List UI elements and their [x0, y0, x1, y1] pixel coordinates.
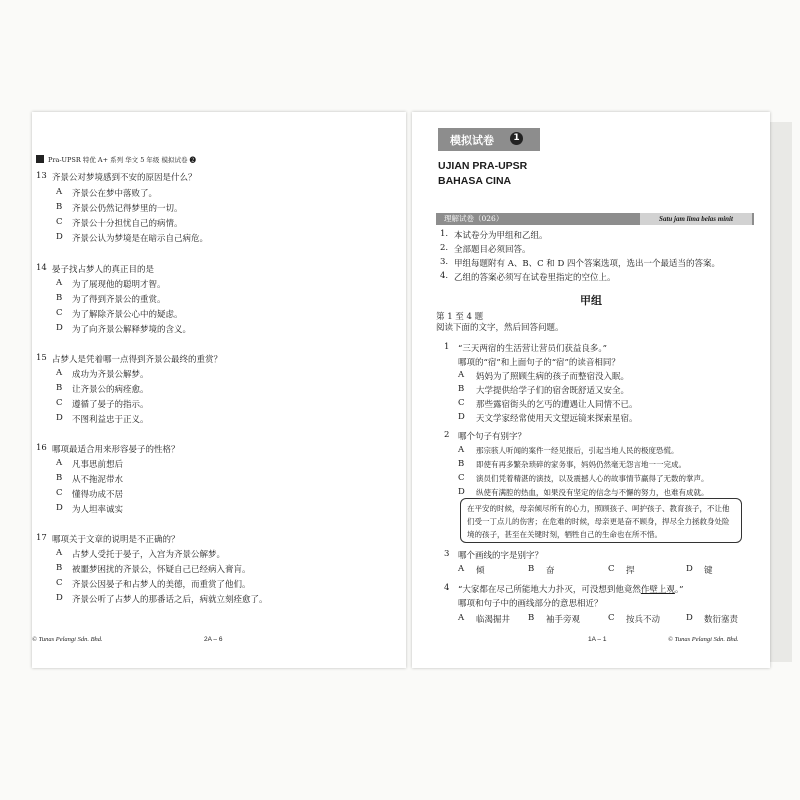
instruction-number: 3.: [440, 257, 449, 267]
next-page-edge: [770, 122, 792, 662]
option-text: 齐景公认为梦境是在暗示自己病危。: [72, 234, 209, 244]
option-text: 齐景公听了占梦人的那番话之后，病就立刻痊愈了。: [72, 595, 268, 605]
option-text: 那些露宿街头的乞丐的遭遇让人同情不已。: [476, 400, 638, 410]
option-letter: C: [56, 308, 63, 318]
option-letter: C: [458, 398, 465, 408]
option-letter: D: [56, 413, 63, 423]
passage-line: 在平安的时候，母亲倾尽所有的心力，照顾孩子、呵护孩子、教育孩子，不让他: [467, 504, 730, 513]
option-text: 遵循了晏子的指示。: [72, 400, 149, 410]
option-letter: C: [56, 488, 63, 498]
option-text: 大学提供给学子们的宿舍既舒适又安全。: [476, 386, 630, 396]
option-text: 齐景公十分担忧自己的病情。: [72, 219, 183, 229]
option-letter: A: [458, 613, 465, 623]
question-stem: 哪项的“宿”和上面句子的“宿”的读音相同？: [458, 358, 620, 368]
question-stem: 哪项关于文章的说明是不正确的？: [52, 535, 180, 545]
option-text: 凡事思前想后: [72, 460, 124, 470]
question-stem: 占梦人是凭着哪一点得到齐景公最终的重赏？: [52, 355, 223, 365]
underlined-phrase: 作壁上观: [640, 585, 675, 595]
option-text: 妈妈为了照顾生病的孩子而整宿没入眠。: [476, 372, 630, 382]
left-page: [32, 112, 406, 668]
option-text: 键: [704, 566, 713, 576]
option-letter: C: [458, 473, 465, 483]
option-text: 为人坦率诚实: [72, 505, 124, 515]
option-text: 按兵不动: [626, 615, 661, 625]
option-letter: D: [56, 593, 63, 603]
passage-box: [460, 498, 742, 543]
option-text: 数衍塞责: [704, 615, 739, 625]
option-text: 临渴掘井: [476, 615, 511, 625]
question-stem: 哪个句子有别字？: [458, 432, 527, 442]
option-letter: B: [528, 564, 535, 574]
option-letter: D: [56, 323, 63, 333]
option-text: 齐景公因晏子和占梦人的美德，而重赏了他们。: [72, 580, 251, 590]
question-range: 第 1 至 4 题: [436, 312, 484, 322]
page-number: 2A – 6: [204, 636, 223, 643]
question-number: 4: [444, 583, 450, 593]
option-letter: C: [608, 564, 615, 574]
option-letter: A: [56, 458, 63, 468]
section-bar: [436, 213, 754, 225]
instruction-text: 甲组每题附有 A、B、C 和 D 四个答案选项，选出一个最适当的答案。: [454, 259, 721, 269]
option-letter: D: [686, 613, 693, 623]
question-stem: 哪项和句子中的画线部分的意思相近？: [458, 599, 603, 609]
question-number: 2: [444, 430, 450, 440]
section-label: 理解试卷（026）: [444, 214, 504, 223]
option-text: 成功为齐景公解梦。: [72, 370, 149, 380]
option-text: 天文学家经常使用天文望远镜来探索星宿。: [476, 414, 638, 424]
instruction-text: 本试卷分为甲组和乙组。: [454, 231, 548, 241]
instruction-text: 乙组的答案必须写在试卷里指定的空位上。: [454, 273, 616, 283]
option-text: 被噩梦困扰的齐景公，怀疑自己已经病入膏肓。: [72, 565, 251, 575]
instruction-number: 2.: [440, 243, 449, 253]
question-stem: 哪个画线的字是别字？: [458, 551, 544, 561]
option-letter: B: [56, 202, 63, 212]
option-text: 为了展现他的聪明才智。: [72, 280, 166, 290]
right-page: [412, 112, 770, 668]
option-text: 即使有再多繁杂琐碎的家务事，妈妈仍然毫无怨言地一一完成。: [476, 460, 686, 469]
option-text: 占梦人受托于晏子，入宫为齐景公解梦。: [72, 550, 226, 560]
question-number: 1: [444, 342, 450, 352]
option-text: 倾: [476, 566, 485, 576]
range-instruction: 阅读下面的文字，然后回答问题。: [436, 323, 564, 333]
option-letter: A: [458, 445, 465, 455]
option-text: 为了得到齐景公的重赏。: [72, 295, 166, 305]
paper-banner: [438, 128, 540, 151]
option-letter: A: [458, 564, 465, 574]
option-text: 不图利益忠于正义。: [72, 415, 149, 425]
option-letter: A: [56, 368, 63, 378]
question-number: 15: [36, 353, 47, 363]
option-letter: D: [458, 412, 465, 422]
question-stem: 齐景公对梦境感到不安的原因是什么？: [52, 173, 197, 183]
option-letter: A: [56, 548, 63, 558]
option-letter: C: [56, 578, 63, 588]
option-letter: A: [56, 187, 63, 197]
option-text: 让齐景公的病痊愈。: [72, 385, 149, 395]
question-number: 14: [36, 263, 47, 273]
option-text: 演员们凭着精湛的演技，以及震撼人心的故事情节赢得了无数的掌声。: [476, 474, 709, 483]
option-letter: B: [528, 613, 535, 623]
question-number: 17: [36, 533, 47, 543]
option-letter: D: [686, 564, 693, 574]
option-letter: D: [56, 503, 63, 513]
group-title: 甲组: [580, 294, 602, 307]
option-text: 从不拖泥带水: [72, 475, 124, 485]
option-letter: B: [56, 563, 63, 573]
option-letter: B: [56, 383, 63, 393]
option-text: 齐景公在梦中落败了。: [72, 189, 158, 199]
duration-label: Satu jam lima belas minit: [640, 213, 752, 225]
question-number: 13: [36, 171, 47, 181]
question-number: 3: [444, 549, 450, 559]
running-header: Pra-UPSR 特优 A+ 系列 华文 5 年级 模拟试卷 ❷: [48, 156, 197, 164]
option-text: 那宗骇人听闻的案件一经见报后，引起当地人民的极度恐慌。: [476, 446, 679, 455]
option-letter: D: [56, 232, 63, 242]
option-letter: A: [56, 278, 63, 288]
footer-publisher: © Tunas Pelangi Sdn. Bhd.: [668, 636, 739, 643]
option-letter: C: [56, 398, 63, 408]
option-text: 齐景公仍然记得梦里的一切。: [72, 204, 183, 214]
page-number: 1A – 1: [588, 636, 607, 643]
option-letter: D: [458, 487, 465, 497]
question-stem: [458, 583, 683, 595]
instruction-text: 全部题目必须回答。: [454, 245, 531, 255]
option-letter: B: [458, 384, 465, 394]
passage-line: 们受一丁点儿的伤害；在危难的时候，母亲更是奋不顾身，捍尽全力拯救身处险: [467, 517, 730, 526]
subject-line-1: UJIAN PRA-UPSR: [438, 160, 528, 172]
option-letter: A: [458, 370, 465, 380]
banner-title: 模拟试卷: [450, 134, 494, 147]
subject-line-2: BAHASA CINA: [438, 175, 512, 187]
question-stem: 哪项最适合用来形容晏子的性格？: [52, 445, 180, 455]
option-text: 为了向齐景公解释梦境的含义。: [72, 325, 192, 335]
option-letter: C: [56, 217, 63, 227]
option-letter: B: [56, 473, 63, 483]
banner-number: 1: [510, 132, 523, 145]
option-letter: C: [608, 613, 615, 623]
passage-line: 境的孩子，甚至在关键时刻，牺牲自己的生命也在所不惜。: [467, 530, 662, 539]
option-letter: B: [56, 293, 63, 303]
option-letter: B: [458, 459, 465, 469]
series-logo-icon: [36, 155, 44, 163]
option-text: 懂得功成不居: [72, 490, 124, 500]
option-text: 捍: [626, 566, 635, 576]
instruction-number: 4.: [440, 271, 449, 281]
stem-text: “大家都在尽己所能地大力扑灭，可没想到他竟然: [458, 585, 641, 595]
question-stem: 晏子找占梦人的真正目的是: [52, 265, 155, 275]
option-text: 纵使有满腔的热血，如果没有坚定的信念与不懈的努力，也难有成就。: [476, 488, 709, 497]
question-number: 16: [36, 443, 47, 453]
question-stem: “三天两宿的生活营让营员们获益良多。”: [458, 344, 607, 354]
stem-text: 。”: [674, 585, 684, 595]
option-text: 奋: [546, 566, 555, 576]
instruction-number: 1.: [440, 229, 449, 239]
option-text: 为了解除齐景公心中的疑虑。: [72, 310, 183, 320]
footer-publisher: © Tunas Pelangi Sdn. Bhd.: [32, 636, 103, 643]
option-text: 袖手旁观: [546, 615, 581, 625]
